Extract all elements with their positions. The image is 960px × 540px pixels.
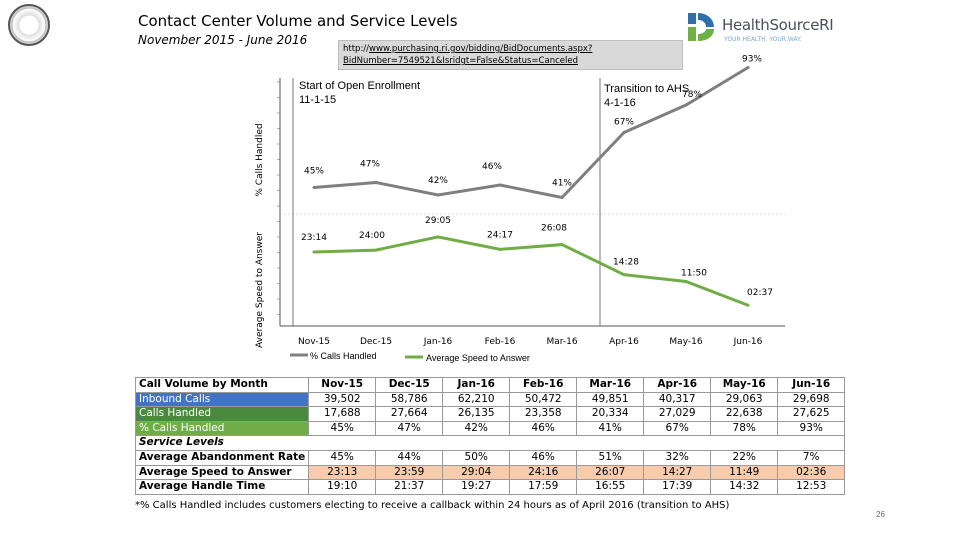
table-header-cell: Feb-16 — [510, 378, 577, 393]
table-cell: 21:37 — [376, 480, 443, 495]
table-footnote: *% Calls Handled includes customers electing to receive a callback within 24 hours as of April 2016 (transition to AHS) — [135, 500, 730, 511]
table-cell: 67% — [644, 421, 711, 436]
annotation-open-enrollment-line1: Start of Open Enrollment — [299, 80, 421, 92]
data-label-asa: 29:05 — [425, 215, 451, 226]
data-label-pct: 45% — [303, 166, 325, 177]
table-cell: 11:49 — [711, 465, 778, 480]
row-label: Average Handle Time — [136, 480, 309, 495]
data-label-pct: 42% — [427, 176, 449, 186]
table-cell: 29:04 — [443, 465, 510, 480]
data-label-asa: 24:00 — [359, 231, 385, 242]
row-label: Inbound Calls — [136, 392, 309, 407]
table-cell: 42% — [443, 421, 510, 436]
legend-label-pct: % Calls Handled — [310, 351, 377, 361]
data-point-asa — [623, 273, 626, 276]
data-point-pct — [313, 186, 316, 189]
table-row — [136, 465, 845, 480]
table-cell: 62,210 — [443, 392, 510, 407]
data-point-pct — [685, 104, 688, 107]
table-cell: 17,688 — [309, 407, 376, 422]
table-header-cell: Jan-16 — [443, 378, 510, 393]
table-cell: 45% — [309, 421, 376, 436]
section-label: Service Levels — [136, 436, 845, 451]
table-cell: 50% — [443, 450, 510, 465]
table-cell: 17:39 — [644, 480, 711, 495]
data-point-pct — [375, 181, 378, 184]
data-label-asa: 26:08 — [541, 223, 567, 234]
table-cell: 17:59 — [510, 480, 577, 495]
table-cell: 78% — [711, 421, 778, 436]
x-tick-label: Jun-16 — [733, 337, 763, 347]
table-cell: 23:59 — [376, 465, 443, 480]
data-point-asa — [437, 235, 440, 238]
table-header-cell: Nov-15 — [309, 378, 376, 393]
table-cell: 14:27 — [644, 465, 711, 480]
table-row — [136, 480, 845, 495]
data-point-asa — [747, 304, 750, 307]
data-label-pct: 46% — [481, 162, 503, 172]
table-cell: 45% — [309, 450, 376, 465]
table-cell: 27,625 — [778, 407, 845, 422]
table-cell: 51% — [577, 450, 644, 465]
table-cell: 23,358 — [510, 407, 577, 422]
annotation-open-enrollment-line2: 11-1-15 — [299, 94, 337, 106]
annotation-transition-line2: 4-1-16 — [604, 97, 636, 109]
table-header-cell: Apr-16 — [644, 378, 711, 393]
table-header-cell: Jun-16 — [778, 378, 845, 393]
table-cell: 50,472 — [510, 392, 577, 407]
row-label: Calls Handled — [136, 407, 309, 422]
x-tick-label: Mar-16 — [546, 337, 578, 347]
data-label-asa: 24:17 — [487, 230, 513, 241]
source-url-prefix: http:// — [343, 44, 370, 54]
table-cell: 19:27 — [443, 480, 510, 495]
table-cell: 23:13 — [309, 465, 376, 480]
data-label-pct: 78% — [681, 90, 703, 100]
call-volume-table — [135, 377, 845, 495]
chart-series-layer — [301, 55, 773, 307]
table-cell: 20,334 — [577, 407, 644, 422]
data-point-pct — [561, 196, 564, 199]
data-label-pct: 67% — [613, 117, 635, 128]
table-cell: 58,786 — [376, 392, 443, 407]
data-label-asa: 02:37 — [747, 288, 773, 299]
logo-wordmark: HealthSourceRI — [722, 16, 834, 34]
row-label: % Calls Handled — [136, 421, 309, 436]
x-tick-label: Dec-15 — [359, 337, 393, 347]
table-cell: 46% — [510, 450, 577, 465]
data-label-pct: 41% — [551, 178, 573, 189]
table-cell: 26:07 — [577, 465, 644, 480]
x-tick-label: Nov-15 — [297, 337, 331, 347]
table-cell: 22,638 — [711, 407, 778, 422]
legend-label-asa: Average Speed to Answer — [426, 353, 530, 363]
data-point-asa — [499, 248, 502, 251]
table-cell: 41% — [577, 421, 644, 436]
data-label-asa: 23:14 — [301, 233, 327, 244]
data-label-pct: 47% — [359, 159, 381, 170]
y-axis-label-asa: Average Speed to Answer — [255, 232, 265, 348]
page-title: Contact Center Volume and Service Levels — [138, 12, 458, 30]
table-cell: 26,135 — [443, 407, 510, 422]
table-cell: 44% — [376, 450, 443, 465]
table-header-row — [136, 378, 845, 393]
data-point-pct — [437, 194, 440, 197]
table-cell: 24:16 — [510, 465, 577, 480]
table-cell: 22% — [711, 450, 778, 465]
table-header-cell: May-16 — [711, 378, 778, 393]
table-row — [136, 392, 845, 407]
data-point-asa — [375, 249, 378, 252]
chart-axis-ticks — [277, 82, 763, 347]
x-tick-label: Apr-16 — [609, 337, 639, 347]
x-tick-label: Jan-16 — [423, 337, 453, 347]
data-label-asa: 14:28 — [613, 257, 639, 268]
data-point-asa — [561, 243, 564, 246]
data-point-asa — [313, 251, 316, 254]
table-row — [136, 450, 845, 465]
table-cell: 49,851 — [577, 392, 644, 407]
annotation-transition-line1: Transition to AHS — [604, 83, 690, 95]
table-cell: 46% — [510, 421, 577, 436]
table-cell: 16:55 — [577, 480, 644, 495]
table-cell: 47% — [376, 421, 443, 436]
data-point-pct — [499, 184, 502, 187]
table-cell: 27,664 — [376, 407, 443, 422]
data-point-pct — [623, 131, 626, 134]
table-row — [136, 421, 845, 436]
table-cell: 19:10 — [309, 480, 376, 495]
table-cell: 29,063 — [711, 392, 778, 407]
data-label-pct: 93% — [741, 54, 763, 65]
data-point-asa — [685, 280, 688, 283]
page-number: 26 — [876, 510, 885, 519]
table-cell: 39,502 — [309, 392, 376, 407]
table-cell: 93% — [778, 421, 845, 436]
y-axis-label-pct: % Calls Handled — [255, 123, 265, 197]
x-tick-label: Feb-16 — [484, 337, 516, 347]
table-header-cell: Call Volume by Month — [136, 378, 309, 393]
table-cell: 12:53 — [778, 480, 845, 495]
table-cell: 7% — [778, 450, 845, 465]
row-label: Average Speed to Answer — [136, 465, 309, 480]
table-cell: 14:32 — [711, 480, 778, 495]
page-subtitle: November 2015 - June 2016 — [138, 33, 308, 47]
table-cell: 29,698 — [778, 392, 845, 407]
x-tick-label: May-16 — [669, 337, 703, 347]
table-cell: 27,029 — [644, 407, 711, 422]
data-label-asa: 11:50 — [681, 268, 707, 279]
logo-tagline: YOUR HEALTH. YOUR WAY. — [724, 36, 802, 43]
data-point-pct — [747, 66, 750, 69]
source-url-link[interactable]: www.purchasing.ri.gov/bidding/BidDocuments.aspx?BidNumber=7549521&Isridgt=False&Status=Canceled — [343, 44, 593, 66]
table-row — [136, 407, 845, 422]
table-header-cell: Dec-15 — [376, 378, 443, 393]
row-label: Average Abandonment Rate — [136, 450, 309, 465]
table-cell: 02:36 — [778, 465, 845, 480]
table-cell: 40,317 — [644, 392, 711, 407]
table-cell: 32% — [644, 450, 711, 465]
table-header-cell: Mar-16 — [577, 378, 644, 393]
table-section-row — [136, 436, 845, 451]
